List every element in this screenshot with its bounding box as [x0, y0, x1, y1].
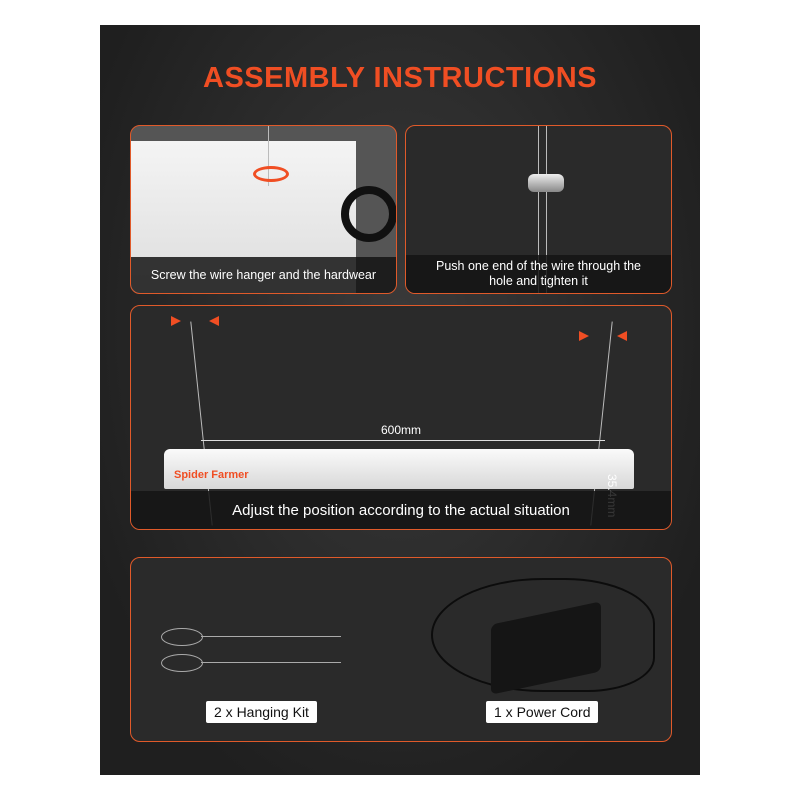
step-caption: Screw the wire hanger and the hardwear: [131, 257, 396, 293]
arrow-icon: [209, 316, 219, 326]
hanging-kit-image: [161, 654, 203, 672]
brand-logo: Spider Farmer: [174, 469, 249, 481]
step-caption: Adjust the position according to the actual situation: [131, 491, 671, 529]
step-2-panel: [405, 125, 672, 294]
width-label: 600mm: [381, 423, 422, 437]
arrow-icon: [579, 331, 589, 341]
rotate-arrow-icon: [253, 166, 289, 182]
hanging-kit-image: [161, 628, 203, 646]
wire: [201, 662, 341, 663]
lamp-image: [164, 449, 634, 489]
cable-image: [341, 186, 397, 242]
power-cord-label: 1 x Power Cord: [486, 701, 598, 723]
step-3-panel: [130, 305, 672, 530]
dimension-line: [201, 440, 605, 441]
hanging-kit-label: 2 x Hanging Kit: [206, 701, 317, 723]
arrow-icon: [617, 331, 627, 341]
wire: [201, 636, 341, 637]
arrow-icon: [171, 316, 181, 326]
package-contents-panel: [130, 557, 672, 742]
hanger-hardware-image: [528, 174, 564, 192]
step-1-panel: [130, 125, 397, 294]
step-caption: Push one end of the wire through the hole and tighten it: [406, 255, 671, 293]
page-title: ASSEMBLY INSTRUCTIONS: [203, 62, 597, 94]
